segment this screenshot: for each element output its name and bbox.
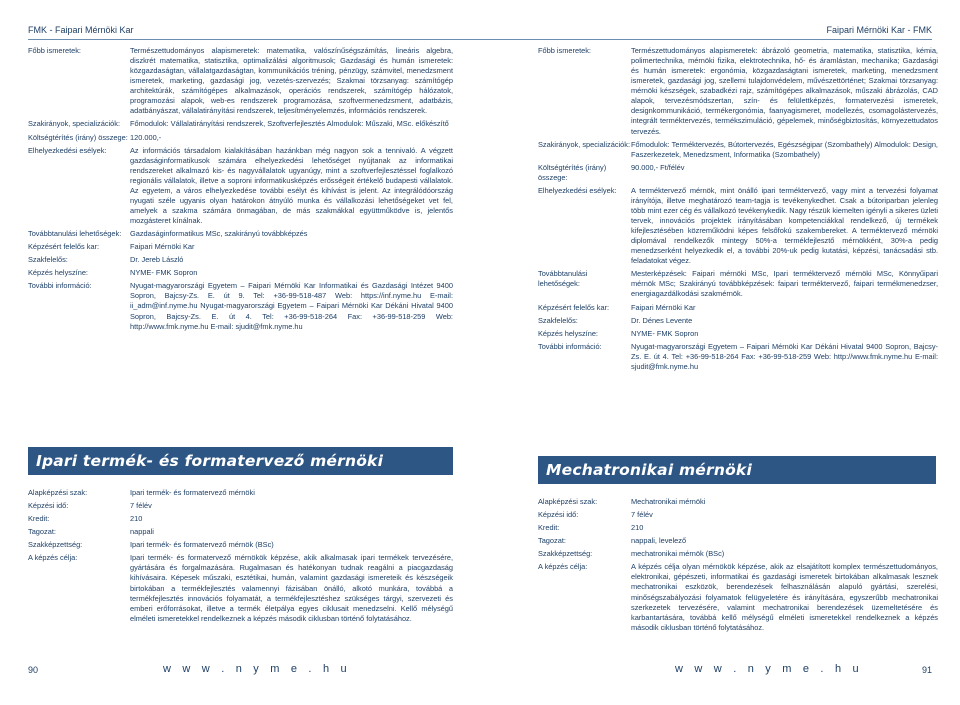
info-row bbox=[28, 501, 453, 511]
website-footer: w w w . n y m e . h u bbox=[675, 663, 863, 675]
info-row bbox=[538, 562, 938, 632]
info-row bbox=[28, 281, 453, 331]
info-row bbox=[28, 268, 453, 278]
info-row bbox=[28, 488, 453, 498]
info-row bbox=[28, 527, 453, 537]
row-label: Továbbtanulási lehetőségek: bbox=[538, 269, 588, 289]
row-value: Gazdaságinformatikus MSc, szakirányú továbbképzés bbox=[130, 229, 308, 239]
info-row bbox=[538, 303, 938, 313]
info-row bbox=[538, 163, 938, 183]
row-label: Alapképzési szak: bbox=[538, 497, 598, 506]
info-row bbox=[538, 497, 938, 507]
row-value: Ipari termék- és formatervező mérnök (BSc) bbox=[130, 540, 274, 550]
row-value: Ipari termék- és formatervező mérnökök képzése, akik alkalmasak ipari termékek tervezésére, gyártására és forgalmazására. Rugalmasan és hatékonyan tudnak reagálni a piacgazdaság kihívásaira. Képesek műszaki, esztétikai, humán, valamint gazdasági ismereteik és készségeik birtokában a termékfejlesztés valamennyi fázisában önálló, alkotó munkára, továbbá a termékfejlesztés innovációs folyamatát, a termékfejlesztéshez szükséges tárgyi, szervezeti és emberi erőforrásokat, illetve a termék életpálya egyes ciklusait menedzselni. Kellő mélységű elméleti ismeretekkel rendelkeznek a képzés második ciklusban történő folytatásához. bbox=[130, 553, 453, 623]
row-value: 210 bbox=[631, 523, 644, 533]
row-label: Költségtérítés (irány) összege: bbox=[28, 132, 128, 142]
info-table bbox=[28, 488, 453, 627]
row-label: Tagozat: bbox=[28, 527, 56, 537]
row-label: Képzési idő: bbox=[28, 501, 69, 511]
info-row bbox=[538, 549, 938, 559]
row-value: Természettudományos alapismeretek: ábrázoló geometria, matematika, statisztika, kémia, polimertechnika, mérnöki fizika, elektrotechnika, hő- és áramlástan, mechanika; Gazdasági és humán ismeretek: ergonómia, közgazdaságtani ismeretek, marketing, menedzsment ismeretek, gazdasági jog, szellemi tulajdonvédelem, művészettörténet; Szakmai törzsanyag: mérnöki készségek, szabadkézi rajz, számítógépes alkalmazások, műszaki ábrázolás, CAD alapok, tervezésmódszertan, szín- és felülettképzés, formatervezési ismeretek, designkommunikáció, termékergonómia, faanyagismeret, modellezés, csomagolástervezés, integrált terméktervezés, termékszimuláció, gépelemek, minőségbiztosítás, környezettudatos tervezés. bbox=[631, 46, 938, 136]
right-page bbox=[480, 0, 960, 705]
row-value: mechatronikai mérnök (BSc) bbox=[631, 549, 725, 559]
info-row bbox=[28, 514, 453, 524]
row-label: Költségtérítés (irány) összege: bbox=[538, 162, 607, 182]
info-table bbox=[28, 46, 453, 335]
info-row bbox=[28, 553, 453, 623]
row-value: Nyugat-magyarországi Egyetem – Faipari Mérnöki Kar Dékáni Hivatal 9400 Sopron, Bajcsy-Zs. E. út 4. Tel: +36-99-518-264 Fax: +36-99-518-259 Web: http://www.fmk.nyme.hu E-mail: sjudit@fmk.nyme.hu bbox=[631, 341, 938, 371]
info-row bbox=[538, 536, 938, 546]
info-row bbox=[538, 186, 938, 267]
row-value: 210 bbox=[130, 514, 143, 524]
row-label: Szakfelelős: bbox=[28, 255, 68, 265]
row-label: Kredit: bbox=[28, 514, 50, 524]
row-value: Dr. Dénes Levente bbox=[631, 315, 693, 325]
row-label: Szakirányok, specializációk: bbox=[538, 139, 631, 149]
row-value: nappali bbox=[130, 527, 154, 537]
row-label: További információ: bbox=[538, 341, 602, 351]
info-row bbox=[28, 540, 453, 550]
row-label: Képzésért felelős kar: bbox=[538, 302, 610, 312]
row-label: Szakképzettség: bbox=[28, 540, 83, 550]
info-table bbox=[538, 497, 938, 636]
running-header: Faipari Mérnöki Kar - FMK bbox=[826, 25, 932, 35]
row-value: 7 félév bbox=[631, 510, 653, 520]
info-row bbox=[28, 46, 453, 116]
row-label: Elhelyezkedési esélyek: bbox=[28, 145, 107, 155]
row-value: Nyugat-magyarországi Egyetem – Faipari Mérnöki Kar Informatikai és Gazdasági Intézet 9400 Sopron, Bajcsy-Zs. E. út 9. Tel: +36-99-518-487 Web: https://inf.nyme.hu E-mail: ii_adm@inf.nyme.hu Nyugat-magyarországi Egyetem – Faipari Mérnöki Kar Dékáni Hivatal 9400 Sopron, Bajcsy-Zs. E. út 4. Tel: +36-99-518-264 Fax: +36-99-518-259 Web: http://www.fmk.nyme.hu E-mail: sjudit@fmk.nyme.hu bbox=[130, 281, 453, 331]
row-value: Faipari Mérnöki Kar bbox=[631, 302, 696, 312]
section-banner: Mechatronikai mérnöki bbox=[538, 456, 936, 484]
row-label: Alapképzési szak: bbox=[28, 488, 88, 497]
info-row bbox=[28, 146, 453, 227]
header-rule bbox=[480, 39, 932, 40]
row-value: Mechatronikai mérnöki bbox=[631, 497, 706, 506]
row-value: Ipari termék- és formatervező mérnöki bbox=[130, 488, 255, 497]
row-value: Mesterképzések: Faipari mérnöki MSc, Ipari terméktervező mérnöki MSc, Könnyűipari mérnök MSc; Szakirányú továbbképzések: faipari terméktervező, faipari termékmenedzser, energiagazdálkodási szakmérnök. bbox=[631, 269, 938, 299]
row-value: 7 félév bbox=[130, 501, 152, 511]
info-row bbox=[28, 255, 453, 265]
info-row bbox=[28, 229, 453, 239]
row-label: További információ: bbox=[28, 281, 92, 291]
section-banner: Ipari termék- és formatervező mérnöki bbox=[28, 447, 453, 475]
row-value: Az információs társadalom kialakításában hazánkban még nagyon sok a tennivaló. A végzett gazdaságinformatikusok számára elhelyezkedési lehetőséget nyújtanak az informatikai rendszereket alkalmazó kis- és nagyvállalatok ugyanúgy, mint a szoftverfejlesztéssel foglalkozó regionális vállalatok, illetve a soproni informatikusképzés erősségeit értékelő budapesti vállalatok. Az egyetem, a város elhelyezkedése további esélyt és kihívást is jelent. Az integrálódóország nyugati széle ugyanis olyan határokon átnyúló munka és vállalkozási lehetőségeket vet fel, amelyek a szakma számára önmagában, de más szakmákkal együttműködve is, jelentős mozgásteret kínálnak. bbox=[130, 145, 453, 225]
info-row bbox=[28, 133, 453, 143]
row-value: Természettudományos alapismeretek: matematika, valószínűségszámítás, lineáris algebra, diszkrét matematika, statisztika, optimalizálási algoritmusok; Gazdasági és humán ismeretek: közgazdaságtan, vállalatgazdaságtan, kommunikációs tréning, pénzügy, számvitel, menedzsment ismeretek, marketing, gazdasági jog, vezetés-szervezés; Szakmai törzsanyag: számítógép architektúrák, számítógépes alkalmazások, operációs rendszerek, számítógép hálózatok, programozási alapok, web-es rendszerek programozása, szoftvermenedzsment, adatbázis, adatbányászat, vállalatirányítási rendszerek, teljesítményelemzés, információs rendszerek. bbox=[130, 46, 453, 116]
row-label: Kredit: bbox=[538, 523, 560, 533]
row-label: A képzés célja: bbox=[28, 553, 78, 563]
row-value: Dr. Jereb László bbox=[130, 255, 184, 265]
row-label: Főbb ismeretek: bbox=[538, 46, 591, 55]
row-label: Tagozat: bbox=[538, 536, 566, 546]
running-header: FMK - Faipari Mérnöki Kar bbox=[28, 25, 134, 35]
row-label: Szakképzettség: bbox=[538, 549, 593, 559]
info-row bbox=[538, 510, 938, 520]
row-label: Szakfelelős: bbox=[538, 315, 578, 325]
page-number: 90 bbox=[28, 665, 39, 675]
info-row bbox=[538, 269, 938, 299]
row-value: Főmodulok: Vállalatirányítási rendszerek, Szoftverfejlesztés Almodulok: Műszaki, MSc. előkészítő bbox=[130, 119, 449, 129]
row-value: A képzés célja olyan mérnökök képzése, akik az elsajátított komplex természettudományos, elektronikai, gépészeti, informatikai és gazdasági ismeretek birtokában alkalmasak lesznek mechatronikai eszközök, berendezések felhasználásán alapuló gyártási, szerelési, minőségszabályozási folyamatok felügyeletére és irányítására, egyszerűbb mechatronikai szerkezetek tervezésére, valamint mechatronikai berendezések üzemeltetésére és karbantartására, továbbá kellő mélységű elméleti ismeretekkel rendelkeznek a képzés második ciklusban történő folytatásához. bbox=[631, 562, 938, 632]
info-row bbox=[538, 342, 938, 372]
page-number: 91 bbox=[921, 665, 932, 675]
row-label: A képzés célja: bbox=[538, 562, 588, 572]
row-value: Faipari Mérnöki Kar bbox=[130, 242, 195, 252]
row-label: Elhelyezkedési esélyek: bbox=[538, 185, 617, 195]
row-label: Képzésért felelős kar: bbox=[28, 242, 100, 252]
row-value: 120.000,- bbox=[130, 132, 162, 142]
info-row bbox=[538, 316, 938, 326]
info-row bbox=[28, 242, 453, 252]
row-label: Képzési idő: bbox=[538, 510, 579, 520]
website-footer: w w w . n y m e . h u bbox=[163, 663, 351, 675]
row-value: A terméktervező mérnök, mint önálló ipari terméktervező, vagy mint a tervezési folyamat irányítója, illetve meghatározó team-tagja is tevékenykedhet. Csak a bútoriparban jelenleg több mint ezer cég és vállalkozó tevékenykedik. Nagy részük kiemelten igényli a sikeres üzleti tervek, innovációs projektek irányításában kompetenciákkal rendelkező, új termékek kifejlesztésében közreműködni képes felsőfokú szakembereket. A terméktervező mérnöki diplomával rendelkezők mintegy 50%-a termékfejlesztő mérnökként, 30%-a pedig menedzserként helyezkedik el, a további 20%-uk pedig kutatási, képzési, tanácsadási stb. feladatokat végez. bbox=[631, 185, 938, 266]
row-value: nappali, levelező bbox=[631, 536, 687, 546]
info-row bbox=[538, 329, 938, 339]
info-table bbox=[538, 46, 938, 375]
row-value: NYME- FMK Sopron bbox=[130, 268, 198, 278]
row-value: Főmodulok: Terméktervezés, Bútortervezés, Egészségipar (Szombathely) Almodulok: Design, Faszerkezetek, Menedzsment, Informatika (Szombathely) bbox=[631, 139, 938, 159]
row-label: Képzés helyszíne: bbox=[28, 268, 88, 278]
row-label: Továbbtanulási lehetőségek: bbox=[28, 229, 122, 239]
header-rule bbox=[28, 39, 480, 40]
row-value: 90.000,- Ft/félév bbox=[631, 162, 685, 172]
info-row bbox=[538, 46, 938, 137]
row-label: Képzés helyszíne: bbox=[538, 328, 598, 338]
row-value: NYME- FMK Sopron bbox=[631, 328, 699, 338]
info-row bbox=[538, 523, 938, 533]
info-row bbox=[28, 119, 453, 129]
row-label: Szakirányok, specializációk: bbox=[28, 119, 121, 129]
info-row bbox=[538, 140, 938, 160]
row-label: Főbb ismeretek: bbox=[28, 46, 81, 55]
